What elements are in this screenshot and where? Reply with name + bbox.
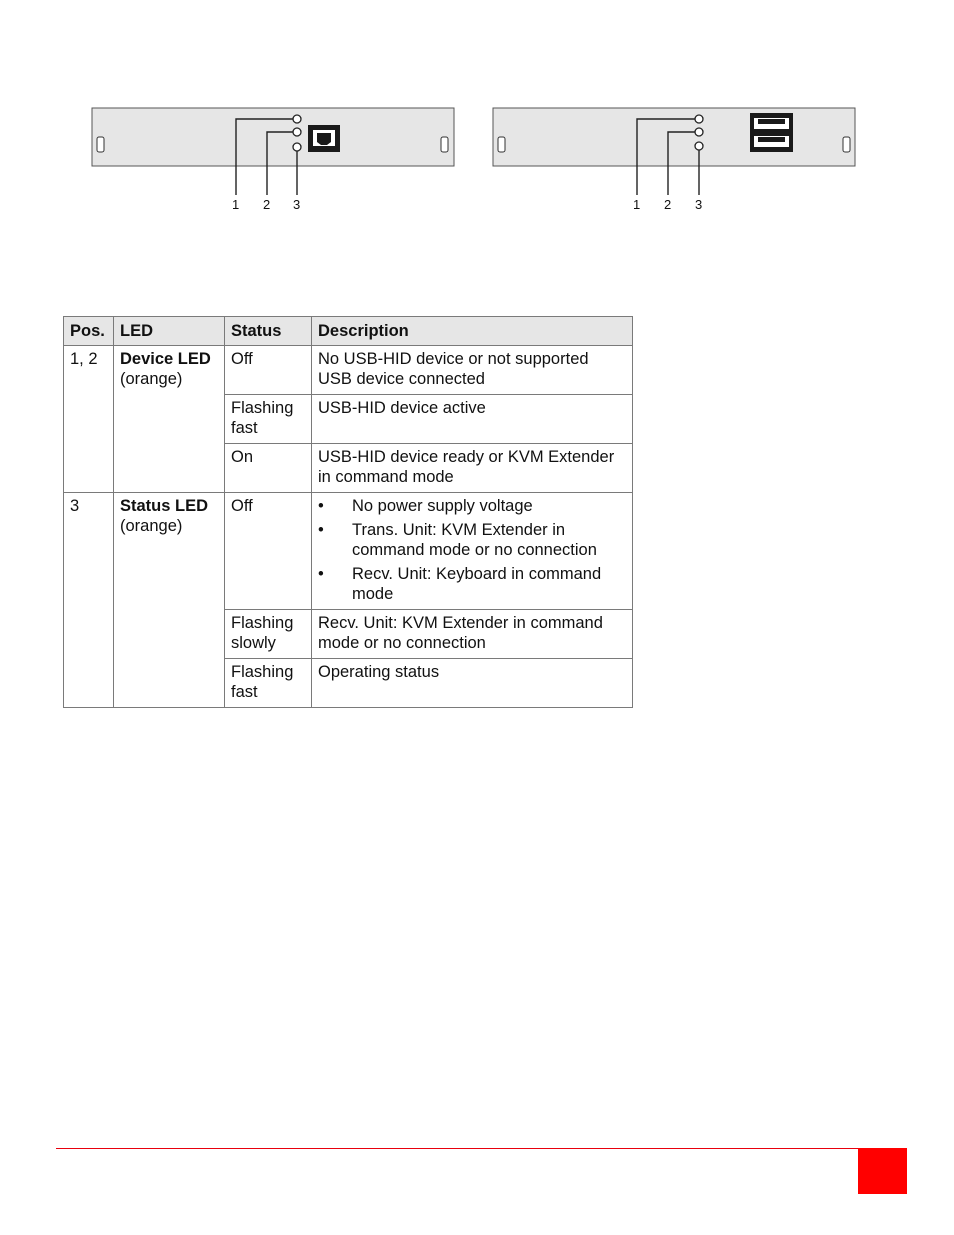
header-pos: Pos.	[64, 317, 114, 346]
usb-b-port-icon	[308, 125, 340, 152]
led-1-icon	[293, 115, 301, 123]
footer-accent-box	[858, 1148, 907, 1194]
callout-1: 1	[633, 197, 641, 212]
led-status-table	[63, 316, 633, 708]
bullet-item: • No power supply voltage	[318, 496, 626, 516]
description-cell: USB-HID device active	[312, 395, 633, 444]
led-color: (orange)	[120, 517, 183, 535]
status-cell: Flashing fast	[225, 659, 312, 708]
status-cell: Off	[225, 346, 312, 395]
description-cell: USB-HID device ready or KVM Extender in command mode	[312, 444, 633, 493]
status-cell: Flashing fast	[225, 395, 312, 444]
table-header-row	[64, 317, 633, 346]
led-cell	[114, 493, 225, 708]
bullet-item: • Recv. Unit: Keyboard in command mode	[318, 564, 626, 604]
description-bullet-list	[318, 496, 626, 604]
status-cell: On	[225, 444, 312, 493]
device-panel-usb-a	[489, 100, 861, 212]
led-3-icon	[293, 143, 301, 151]
pos-cell: 3	[64, 493, 114, 708]
led-name: Status LED	[120, 497, 209, 515]
table-row	[64, 493, 633, 610]
led-3-icon	[695, 142, 703, 150]
table-row	[64, 346, 633, 395]
bullet-item: • Trans. Unit: KVM Extender in command mode or no connection	[318, 520, 626, 560]
callout-3: 3	[695, 197, 703, 212]
led-1-icon	[695, 115, 703, 123]
led-cell	[114, 346, 225, 493]
status-cell: Flashing slowly	[225, 610, 312, 659]
pos-cell: 1, 2	[64, 346, 114, 493]
description-cell	[312, 493, 633, 610]
description-cell: Recv. Unit: KVM Extender in command mode or no connection	[312, 610, 633, 659]
led-2-icon	[695, 128, 703, 136]
callout-2: 2	[664, 197, 672, 212]
callout-1: 1	[232, 197, 240, 212]
description-cell: No USB-HID device or not supported USB device connected	[312, 346, 633, 395]
usb-a-dual-port-icon	[750, 113, 793, 152]
device-panel-usb-b	[88, 100, 460, 212]
description-cell: Operating status	[312, 659, 633, 708]
status-cell: Off	[225, 493, 312, 610]
footer-rule	[56, 1148, 858, 1149]
header-description: Description	[312, 317, 633, 346]
callout-2: 2	[263, 197, 271, 212]
led-2-icon	[293, 128, 301, 136]
led-color: (orange)	[120, 370, 183, 388]
header-led: LED	[114, 317, 225, 346]
led-name: Device LED	[120, 350, 211, 368]
callout-3: 3	[293, 197, 301, 212]
header-status: Status	[225, 317, 312, 346]
